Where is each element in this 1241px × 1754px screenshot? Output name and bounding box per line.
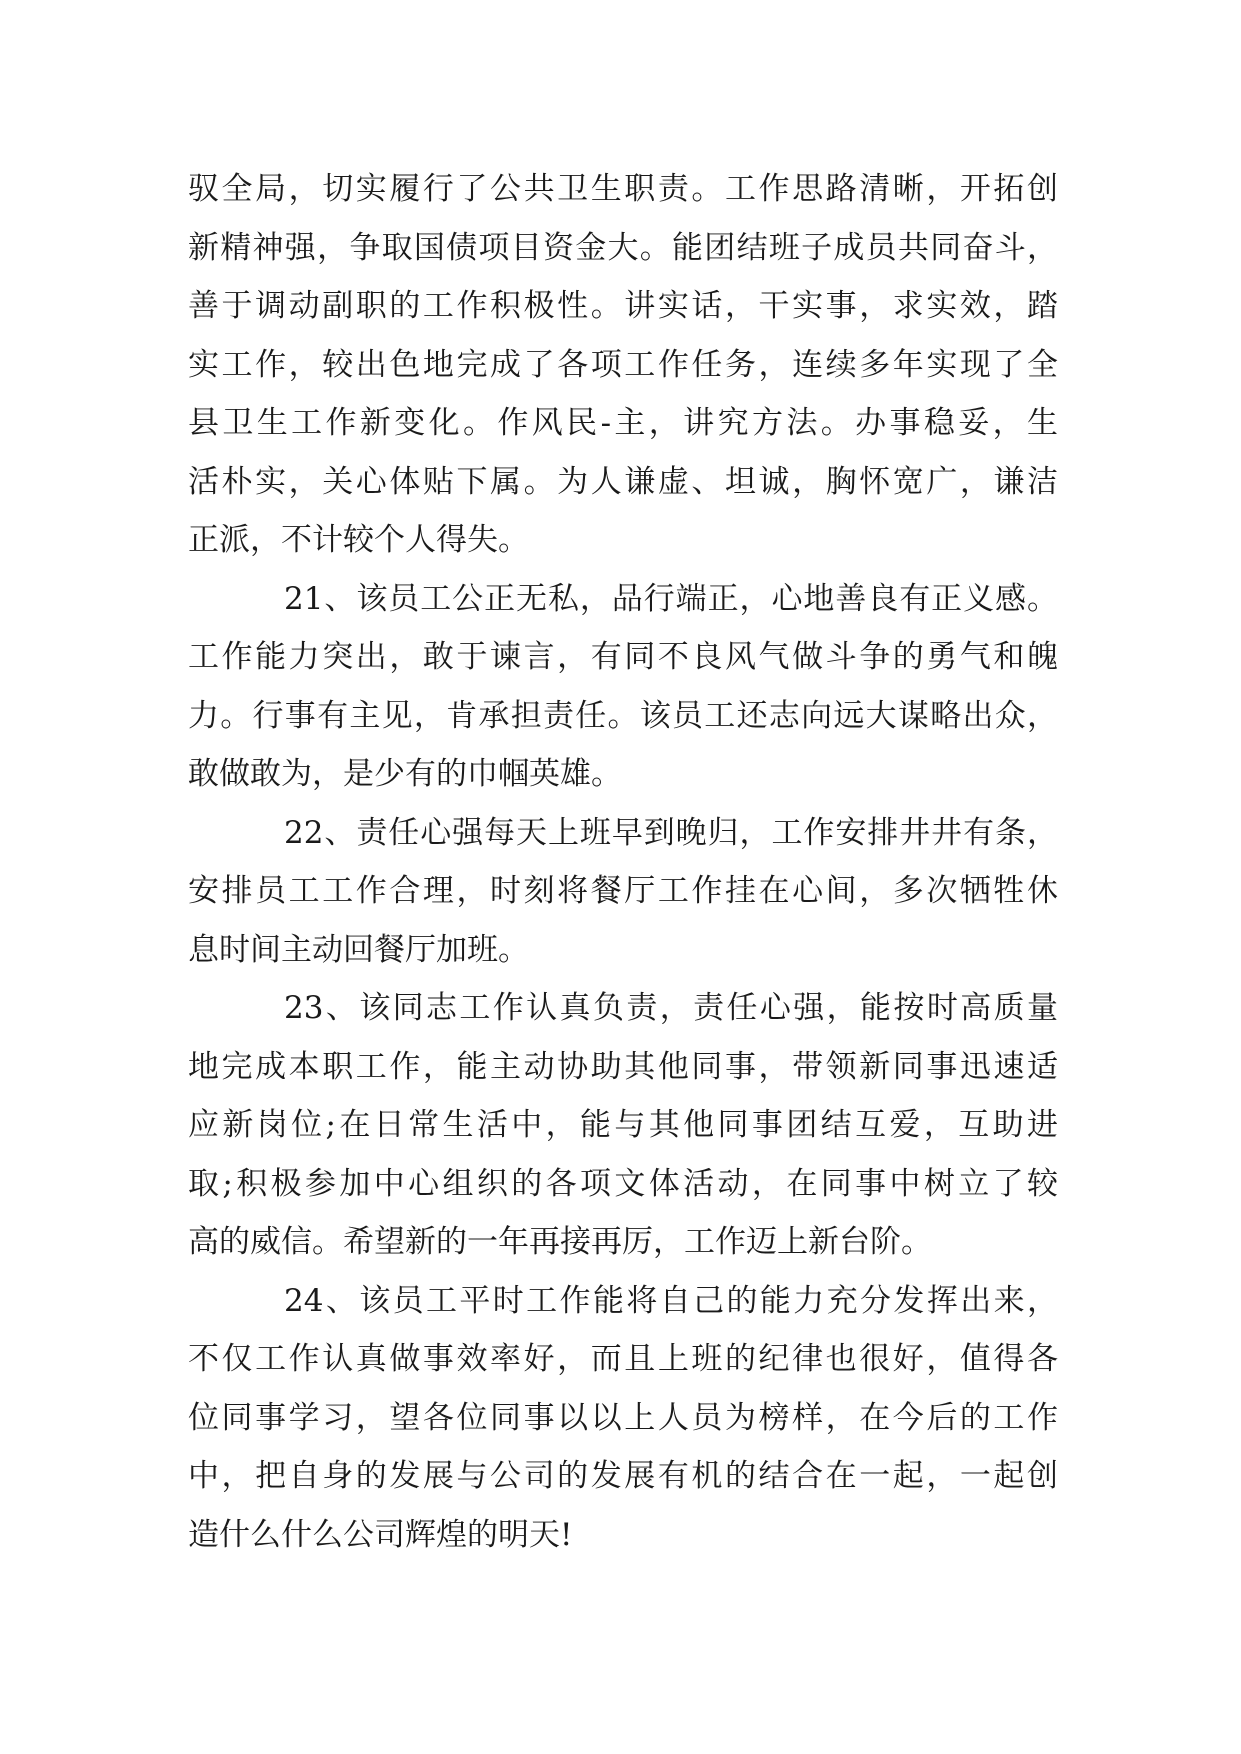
text-line: 活朴实，关心体贴下属。为人谦虚、坦诚，胸怀宽广，谦洁 xyxy=(188,463,1058,500)
text-line: 力。行事有主见，肯承担责任。该员工还志向远大谋略出众， xyxy=(188,697,1058,734)
text-line: 23、该同志工作认真负责，责任心强，能按时高质量 xyxy=(284,990,1058,1026)
paragraph-21 xyxy=(188,570,1058,804)
text-line: 息时间主动回餐厅加班。 xyxy=(188,931,529,968)
text-line: 工作能力突出，敢于谏言，有同不良风气做斗争的勇气和魄 xyxy=(188,639,1058,675)
text-line: 新精神强，争取国债项目资金大。能团结班子成员共同奋斗， xyxy=(188,229,1058,266)
text-line: 县卫生工作新变化。作风民-主，讲究方法。办事稳妥，生 xyxy=(188,405,1058,441)
paragraph-22 xyxy=(188,804,1058,980)
text-line: 驭全局，切实履行了公共卫生职责。工作思路清晰，开拓创 xyxy=(188,171,1058,207)
text-line: 正派，不计较个人得失。 xyxy=(188,522,529,558)
text-line: 安排员工工作合理，时刻将餐厅工作挂在心间，多次牺牲休 xyxy=(188,873,1058,909)
text-line: 地完成本职工作，能主动协助其他同事，带领新同事迅速适 xyxy=(188,1048,1058,1085)
paragraph-23 xyxy=(188,979,1058,1272)
text-line: 善于调动副职的工作积极性。讲实话，干实事，求实效，踏 xyxy=(188,288,1058,324)
text-line: 取;积极参加中心组织的各项文体活动，在同事中树立了较 xyxy=(188,1165,1058,1202)
text-line: 24、该员工平时工作能将自己的能力充分发挥出来， xyxy=(284,1282,1058,1319)
text-line: 实工作，较出色地完成了各项工作任务，连续多年实现了全 xyxy=(188,346,1058,383)
text-line: 21、该员工公正无私，品行端正，心地善良有正义感。 xyxy=(284,580,1058,617)
text-line: 中，把自身的发展与公司的发展有机的结合在一起，一起创 xyxy=(188,1458,1058,1494)
paragraph-24 xyxy=(188,1272,1058,1565)
document-body xyxy=(188,160,1058,1564)
text-line: 造什么什么公司辉煌的明天! xyxy=(188,1516,573,1553)
text-line: 22、责任心强每天上班早到晚归，工作安排井井有条， xyxy=(284,814,1058,851)
text-line: 不仅工作认真做事效率好，而且上班的纪律也很好，值得各 xyxy=(188,1341,1058,1377)
text-line: 位同事学习，望各位同事以以上人员为榜样，在今后的工作 xyxy=(188,1399,1058,1436)
text-line: 敢做敢为，是少有的巾帼英雄。 xyxy=(188,756,622,792)
text-line: 应新岗位;在日常生活中，能与其他同事团结互爱，互助进 xyxy=(188,1107,1058,1143)
paragraph-1 xyxy=(188,160,1058,570)
text-line: 高的威信。希望新的一年再接再厉，工作迈上新台阶。 xyxy=(188,1224,932,1260)
